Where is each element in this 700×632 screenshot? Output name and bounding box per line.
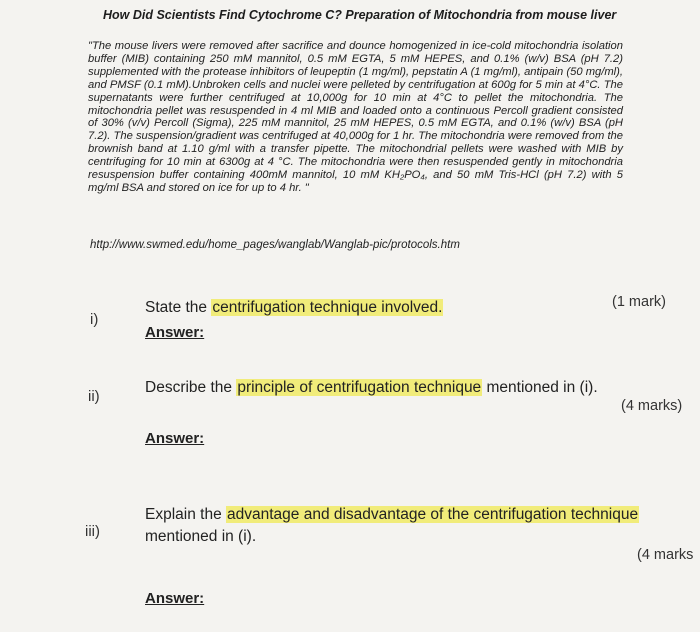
- question-2-highlight: principle of centrifugation technique: [237, 379, 482, 396]
- question-3-highlight: advantage and disadvantage of the centrifugation technique: [227, 506, 639, 523]
- question-3-text-after: mentioned in (i).: [145, 528, 257, 545]
- question-1-text-before: State the: [145, 299, 212, 316]
- question-3-answer-label: Answer:: [145, 590, 205, 607]
- question-1-marks: (1 mark): [612, 294, 666, 310]
- question-3-text: [145, 504, 680, 548]
- question-2-marks: (4 marks): [621, 398, 683, 414]
- source-url: http://www.swmed.edu/home_pages/wanglab/Wanglab-pic/protocols.htm: [90, 239, 460, 251]
- question-3-text-before: Explain the: [145, 506, 226, 523]
- question-1-number: i): [90, 311, 99, 328]
- document-title: How Did Scientists Find Cytochrome C? Preparation of Mitochondria from mouse liver: [103, 8, 617, 22]
- question-1-highlight: centrifugation technique involved.: [212, 299, 443, 316]
- question-2-text-before: Describe the: [145, 379, 237, 396]
- question-1-text: [145, 297, 585, 319]
- question-2-answer-label: Answer:: [145, 430, 205, 447]
- question-2-text-after: mentioned in (i).: [482, 379, 598, 396]
- quoted-protocol-paragraph: "The mouse livers were removed after sacrifice and dounce homogenized in ice-cold mitochondria isolation buffer (MIB) containing 250 mM mannitol, 0.5 mM EGTA, 5 mM HEPES, and 0.1% (w/v) BSA (pH 7.2) supplemented with the protease inhibitors of leupeptin (1 mg/ml), pepstatin A (1 mg/ml), antipain (50 mg/ml), and PMSF (0.1 mM).Unbroken cells and nuclei were pelleted by centrifugation at 600g for 5 min at 4°C. The supernatants were further centrifuged at 10,000g for 10 min at 4°C to pellet the mitochondria. The mitochondria pellet was resuspended in 4 ml MIB and loaded onto a continuous Percoll gradient consisted of 30% (v/v) Percoll (Sigma), 225 mM mannitol, 25 mM HEPES, 0.5 mM EGTA, and 0.1% (w/v) BSA (pH 7.2). The suspension/gradient was centrifuged at 40,000g for 1 hr. The mitochondria were removed from the brownish band at 1.10 g/ml with a transfer pipette. The mitochondrial pellets were washed with MIB by centrifuging for 10 min at 6300g at 4 °C. The mitochondria were then resuspended gently in mitochondria resuspension buffer containing 400mM mannitol, 10 mM KH₂PO₄, and 50 mM Tris-HCl (pH 7.2) with 5 mg/ml BSA and stored on ice for up to 4 hr. ": [88, 40, 623, 194]
- question-2-text: [145, 377, 645, 399]
- question-3-marks: (4 marks: [637, 547, 694, 563]
- question-2-number: ii): [88, 388, 100, 405]
- question-3-number: iii): [85, 523, 100, 540]
- question-1-answer-label: Answer:: [145, 324, 205, 341]
